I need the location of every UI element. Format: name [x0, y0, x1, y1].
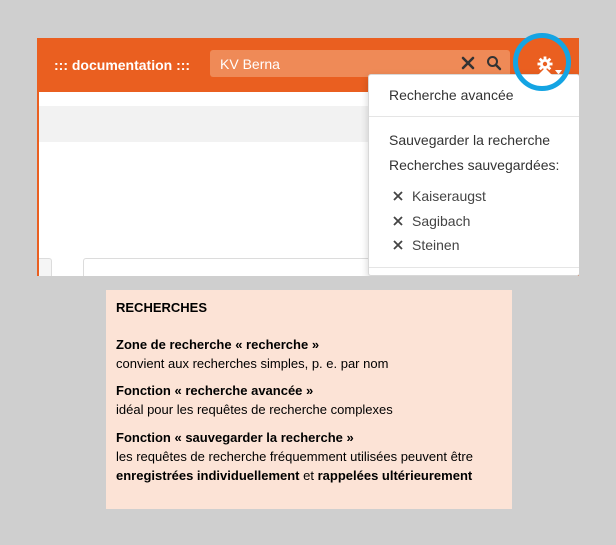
- remove-icon[interactable]: [391, 238, 405, 252]
- info-section-title: Zone de recherche « recherche »: [116, 337, 320, 352]
- app-screenshot: [37, 38, 579, 276]
- search-input[interactable]: [210, 50, 450, 77]
- saved-search-item[interactable]: [391, 213, 470, 229]
- search-box: [210, 50, 510, 77]
- info-emphasis: rappelées ultérieurement: [317, 468, 473, 483]
- remove-icon[interactable]: [391, 214, 405, 228]
- left-panel-edge: [39, 258, 52, 276]
- saved-search-item[interactable]: [391, 237, 459, 253]
- info-section-text: et: [303, 468, 314, 483]
- info-section-save: [116, 428, 508, 485]
- info-heading: RECHERCHES: [116, 300, 208, 315]
- settings-dropdown-menu: [368, 74, 579, 276]
- saved-search-label[interactable]: Steinen: [412, 237, 460, 253]
- highlight-circle: [513, 33, 571, 91]
- search-icon[interactable]: [486, 55, 502, 71]
- info-section-advanced: [116, 381, 508, 419]
- info-section-search: [116, 335, 508, 373]
- content-panel: [83, 258, 375, 276]
- info-section-text: les requêtes de recherche fréquemment utilisées peuvent être: [116, 449, 473, 464]
- info-emphasis: enregistrées individuellement: [116, 468, 300, 483]
- info-section-text: idéal pour les requêtes de recherche complexes: [116, 402, 393, 417]
- saved-search-label[interactable]: Kaiseraugst: [412, 188, 486, 204]
- menu-item-advanced-search[interactable]: Recherche avancée: [389, 87, 514, 103]
- menu-item-save-search[interactable]: Sauvegarder la recherche: [389, 132, 551, 148]
- info-section-title: Fonction « sauvegarder la recherche »: [116, 430, 354, 445]
- menu-divider: [369, 116, 579, 117]
- info-section-title: Fonction « recherche avancée »: [116, 383, 314, 398]
- info-section-text: convient aux recherches simples, p. e. par nom: [116, 356, 389, 371]
- info-box: [106, 290, 512, 509]
- brand-title[interactable]: ::: documentation :::: [54, 57, 191, 73]
- saved-search-item[interactable]: [391, 188, 486, 204]
- saved-searches-label: Recherches sauvegardées:: [389, 157, 560, 173]
- saved-search-label[interactable]: Sagibach: [412, 213, 471, 229]
- remove-icon[interactable]: [391, 189, 405, 203]
- close-icon[interactable]: [460, 55, 476, 71]
- menu-divider: [369, 267, 579, 268]
